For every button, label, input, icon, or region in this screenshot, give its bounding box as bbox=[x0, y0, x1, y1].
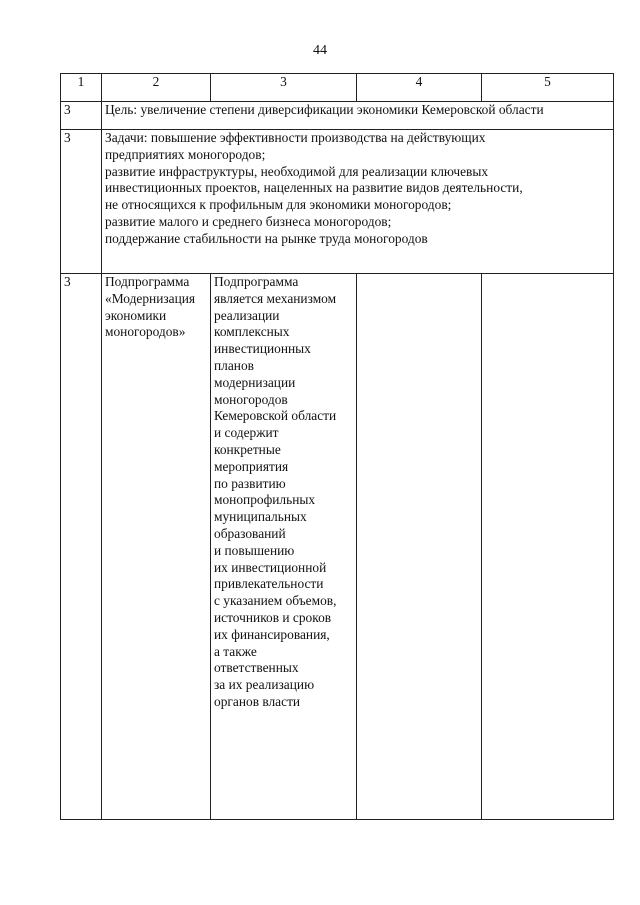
tasks-line: инвестиционных проектов, нацеленных на развитие видов деятельности, bbox=[105, 180, 523, 196]
header-cell: 3 bbox=[211, 74, 357, 102]
description-line: а также bbox=[214, 643, 257, 659]
tasks-line: не относящихся к профильным для экономики моногородов; bbox=[105, 197, 452, 213]
description-line: конкретные bbox=[214, 441, 281, 457]
subprogram-description bbox=[211, 274, 357, 820]
header-cell: 4 bbox=[357, 74, 482, 102]
empty-cell-col4 bbox=[357, 274, 482, 820]
description-line: привлекательности bbox=[214, 576, 324, 592]
header-cell: 1 bbox=[61, 74, 102, 102]
tasks-line: развитие инфраструктуры, необходимой для реализации ключевых bbox=[105, 163, 489, 179]
program-table bbox=[60, 73, 614, 820]
table-header-row bbox=[61, 74, 614, 102]
description-line: и повышению bbox=[214, 542, 295, 558]
goal-text: Цель: увеличение степени диверсификации экономики Кемеровской области bbox=[102, 102, 614, 130]
description-line: монопрофильных bbox=[214, 492, 316, 508]
tasks-row bbox=[61, 130, 614, 274]
tasks-line: Задачи: повышение эффективности производства на действующих bbox=[105, 130, 486, 145]
goal-row bbox=[61, 102, 614, 130]
description-line: по развитию bbox=[214, 475, 286, 491]
description-line: образований bbox=[214, 525, 286, 541]
description-line: их инвестиционной bbox=[214, 559, 327, 575]
header-cell: 2 bbox=[102, 74, 211, 102]
tasks-text bbox=[102, 130, 614, 274]
description-line: с указанием объемов, bbox=[214, 593, 337, 609]
empty-cell-col5 bbox=[482, 274, 614, 820]
row-number: 3 bbox=[61, 274, 102, 820]
page-number: 44 bbox=[313, 43, 327, 58]
description-line: инвестиционных bbox=[214, 341, 311, 357]
subprogram-name-line: экономики bbox=[105, 307, 167, 323]
row-number: 3 bbox=[61, 130, 102, 274]
description-line: реализации bbox=[214, 307, 280, 323]
subprogram-name-line: «Модернизация bbox=[105, 290, 196, 306]
description-line: комплексных bbox=[214, 324, 290, 340]
tasks-line: развитие малого и среднего бизнеса моногородов; bbox=[105, 213, 392, 229]
subprogram-row bbox=[61, 274, 614, 820]
description-line: планов bbox=[214, 357, 254, 373]
description-line: Кемеровской области bbox=[214, 408, 337, 424]
row-number: 3 bbox=[61, 102, 102, 130]
description-line: органов власти bbox=[214, 693, 301, 709]
description-line: ответственных bbox=[214, 660, 299, 676]
subprogram-name bbox=[102, 274, 211, 820]
description-line: мероприятия bbox=[214, 458, 289, 474]
description-line: и содержит bbox=[214, 425, 279, 441]
description-line: является механизмом bbox=[214, 290, 337, 306]
tasks-line: поддержание стабильности на рынке труда моногородов bbox=[105, 230, 428, 246]
description-line: их финансирования, bbox=[214, 626, 330, 642]
description-line: Подпрограмма bbox=[214, 274, 299, 289]
description-line: за их реализацию bbox=[214, 677, 315, 693]
subprogram-name-line: моногородов» bbox=[105, 324, 186, 340]
description-line: муниципальных bbox=[214, 509, 307, 525]
description-line: моногородов bbox=[214, 391, 288, 407]
description-line: источников и сроков bbox=[214, 609, 332, 625]
tasks-line: предприятиях моногородов; bbox=[105, 146, 266, 162]
description-line: модернизации bbox=[214, 374, 296, 390]
header-cell: 5 bbox=[482, 74, 614, 102]
subprogram-name-line: Подпрограмма bbox=[105, 274, 190, 289]
